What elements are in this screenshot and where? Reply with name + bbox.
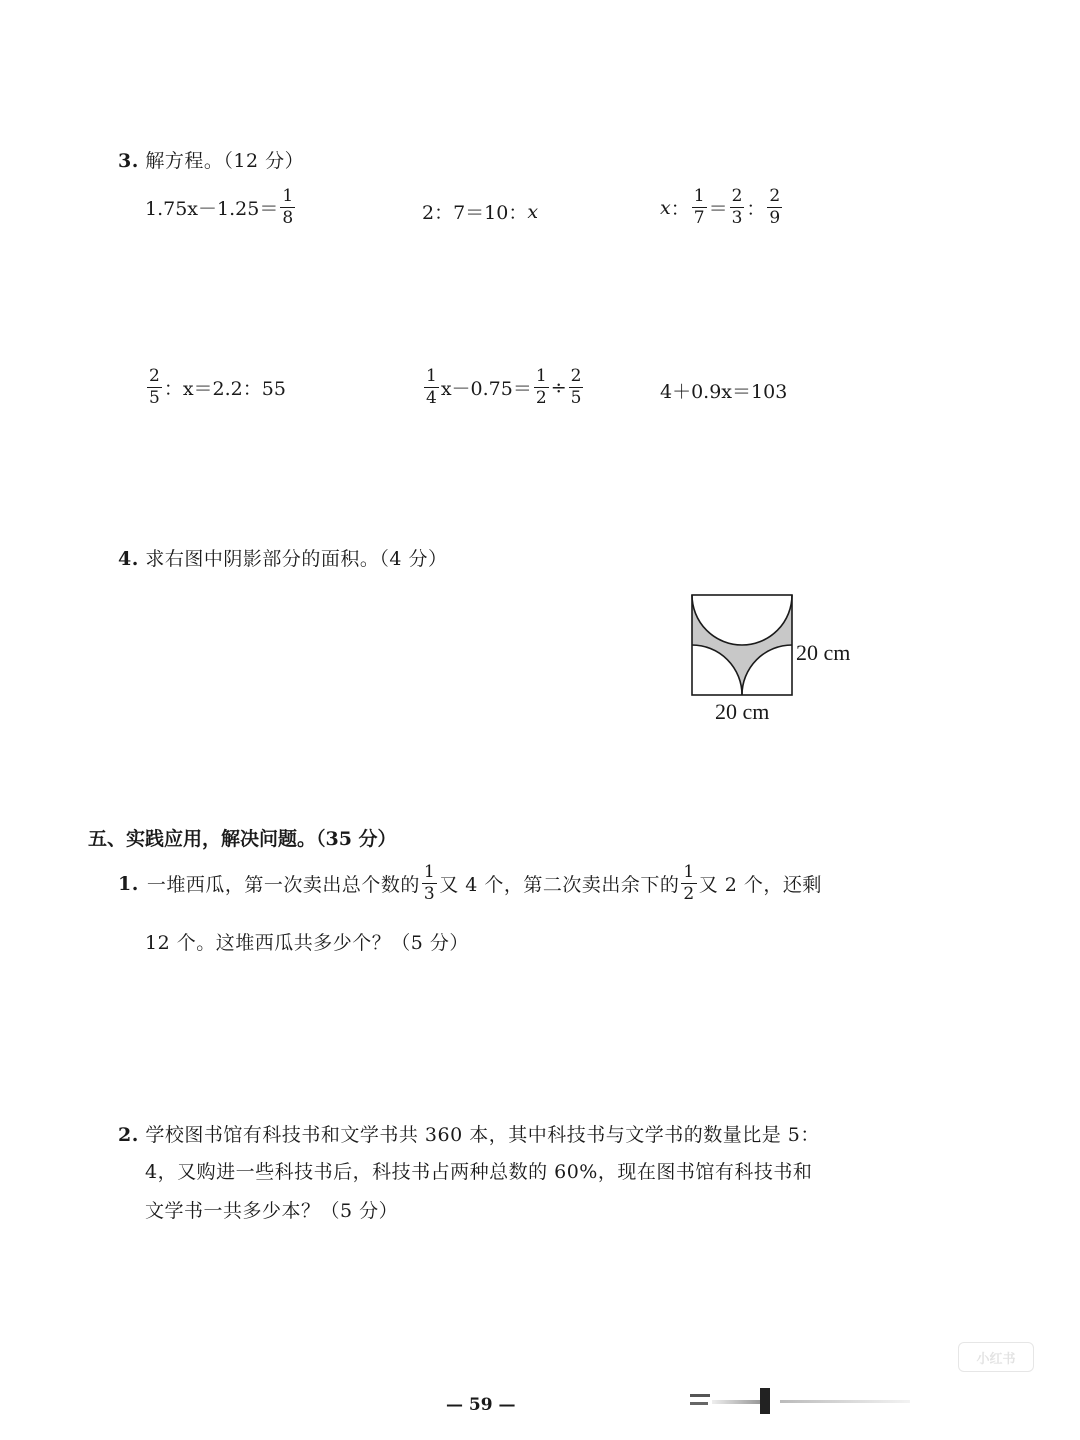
fraction-1-4: $\frac{1}{4}$ xyxy=(426,366,437,408)
bottom-length-label: 20 cm xyxy=(715,699,770,724)
q3-equation-5 xyxy=(422,368,585,407)
p1-text-b: 又 4 个，第二次卖出余下的 xyxy=(439,874,680,896)
p2-line1 xyxy=(118,1120,820,1147)
fraction-1-2b: $\frac{1}{2}$ xyxy=(683,862,695,904)
eq6-text: 4＋0.9x＝103 xyxy=(660,381,788,403)
eq3-sep: ： xyxy=(670,198,690,220)
page-number: — 59 — xyxy=(446,1395,516,1415)
section-5-title: 五、实践应用，解决问题。（35 分） xyxy=(88,828,397,850)
q3-heading xyxy=(118,146,304,173)
p2-line2: 4，又购进一些科技书后，科技书占两种总数的 60%，现在图书馆有科技书和 xyxy=(145,1161,813,1183)
eq2-var: x xyxy=(527,200,539,223)
p1-line2: 12 个。这堆西瓜共多少个？（5 分） xyxy=(145,932,469,954)
fraction-1-7: $\frac{1}{7}$ xyxy=(693,186,705,228)
q3-equation-2 xyxy=(422,198,538,225)
q4-number: 4. xyxy=(118,548,139,570)
fraction-2-5: $\frac{2}{5}$ xyxy=(149,366,160,408)
shaded-area-figure xyxy=(680,585,900,730)
fraction-1-8: $\frac{1}{8}$ xyxy=(282,186,294,228)
q4-title: 求右图中阴影部分的面积。（4 分） xyxy=(145,548,448,570)
watermark-logo: 小红书 xyxy=(958,1342,1034,1372)
p2-text-1: 学校图书馆有科技书和文学书共 360 本，其中科技书与文学书的数量比是 5： xyxy=(145,1124,820,1146)
eq4-text: ：x＝2.2：55 xyxy=(163,378,286,400)
fraction-1-2: $\frac{1}{2}$ xyxy=(535,366,547,408)
fraction-2-3: $\frac{2}{3}$ xyxy=(731,186,743,228)
scan-artifact xyxy=(690,1386,770,1416)
q4-heading xyxy=(118,544,448,571)
eq2-text: 2：7＝10： xyxy=(422,202,528,224)
eq3-eqsign: ＝ xyxy=(708,198,728,220)
p1-text-a: 一堆西瓜，第一次卖出总个数的 xyxy=(146,874,420,896)
eq5-div: ÷ xyxy=(550,376,567,399)
q3-title: 解方程。（12 分） xyxy=(145,150,305,172)
p1-text-c: 又 2 个，还剩 xyxy=(698,874,822,896)
scan-artifact-line xyxy=(780,1400,910,1403)
q3-equation-4 xyxy=(145,368,286,407)
eq3-sep2: ： xyxy=(746,198,766,220)
eq3-var: x xyxy=(660,196,671,219)
p1-line1 xyxy=(118,864,822,903)
side-length-label: 20 cm xyxy=(796,640,851,665)
q3-equation-3 xyxy=(660,188,784,227)
fraction-1-3: $\frac{1}{3}$ xyxy=(423,862,436,904)
eq1-text: 1.75x－1.25＝ xyxy=(145,198,279,220)
fraction-2-5b: $\frac{2}{5}$ xyxy=(570,366,582,408)
eq5-text: x－0.75＝ xyxy=(440,378,532,400)
q3-equation-1 xyxy=(145,188,297,227)
p2-line3: 文学书一共多少本？（5 分） xyxy=(145,1200,399,1222)
p2-number: 2. xyxy=(118,1124,139,1146)
fraction-2-9: $\frac{2}{9}$ xyxy=(769,186,781,228)
q3-equation-6 xyxy=(660,377,787,404)
q3-number: 3. xyxy=(118,150,139,172)
p1-number: 1. xyxy=(118,872,139,895)
